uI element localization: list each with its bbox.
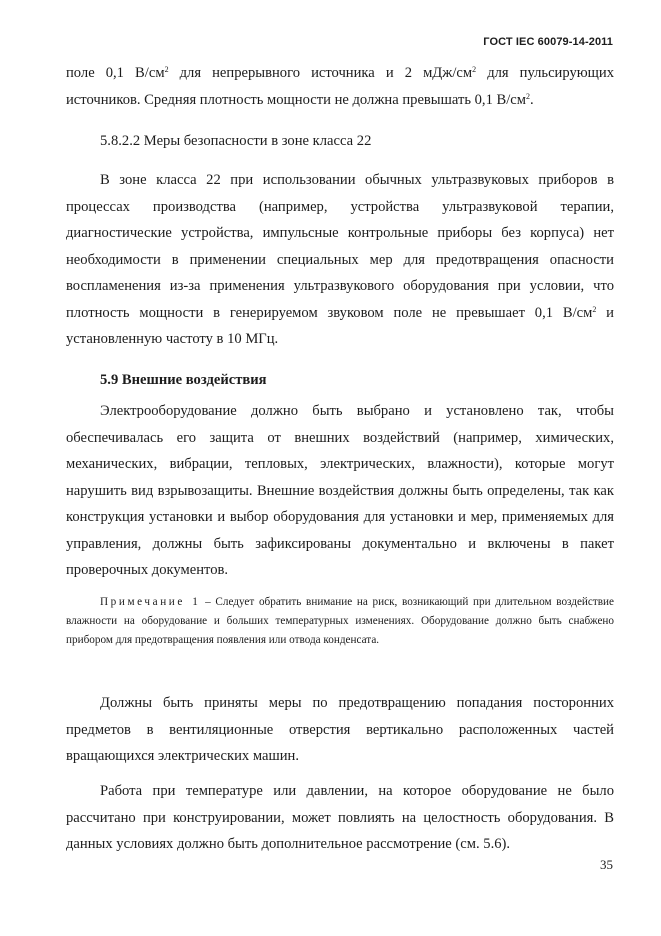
paragraph-external-influences — [66, 398, 614, 584]
note-dash: – — [200, 596, 216, 608]
text-span: и установленную частоту в 10 МГц. — [66, 304, 614, 347]
text-span: для пульсирующих — [476, 65, 615, 81]
subsection-heading — [66, 128, 614, 155]
text-span: поле 0,1 В/см — [66, 65, 165, 81]
text-span: источников. Средняя плотность мощности не должна превышать 0,1 В/см — [66, 91, 527, 108]
page-number: 35 — [600, 857, 613, 872]
section-title: 5.9 Внешние воздействия — [100, 372, 267, 388]
document-header: ГОСТ IEC 60079-14-2011 — [483, 36, 613, 48]
paragraph-foreign-objects — [66, 690, 614, 770]
text-span: . — [530, 91, 534, 108]
paragraph-text: Должны быть приняты меры по предотвращению попадания посторонних предметов в вентиляционные отверстия вертикально расположенных частей вращающихся электрических машин. — [66, 695, 614, 764]
paragraph-field-limits — [66, 60, 614, 113]
superscript: 2 — [164, 65, 169, 74]
text-span: для непрерывного источника и 2 мДж/см — [168, 65, 473, 81]
note-body: Следует обратить внимание на риск, возникающий при длительном воздействие влажности на оборудование и больших температурных изменениях. Оборудование должно быть снабжено прибором для предотвращения появления или отвода конденсата. — [66, 596, 614, 647]
text-span: В зоне класса 22 при использовании обычных ультразвуковых приборов в процессах производства (например, устройства ультразвуковой терапии, диагностические устройства, импульсные контрольные приборы без корпуса) нет необходимости в применении специальных мер для предотвращения опасности воспламенения из-за применения ультразвукового оборудования при условии, что плотность мощности в генерируемом звуковом поле не превышает 0,1 В/см — [66, 172, 614, 321]
paragraph-text: Электрооборудование должно быть выбрано и установлено так, чтобы обеспечивалась его защита от внешних воздействий (например, химических, механических, вибрации, тепловых, электрических, влажности), которые могут нарушить вид взрывозащиты. Внешние воздействия должны быть определены, так как конструкция установки и выбор оборудования для установки и мер, применяемых для управления, должны быть зафиксированы документально и включены в пакет проверочных документов. — [66, 403, 614, 578]
paragraph-text — [66, 167, 614, 353]
note-text — [66, 593, 614, 651]
subsection-title: 5.8.2.2 Меры безопасности в зоне класса 22 — [100, 133, 372, 149]
paragraph-line — [66, 60, 614, 87]
superscript: 2 — [592, 304, 597, 314]
superscript: 2 — [472, 65, 477, 74]
superscript: 2 — [526, 91, 531, 101]
paragraph-zone-22 — [66, 167, 614, 353]
paragraph-line — [66, 87, 614, 114]
note-label: Примечание 1 — [100, 596, 201, 608]
paragraph-text: Работа при температуре или давлении, на которое оборудование не было рассчитано при конструировании, может повлиять на целостность оборудования. В данных условиях должно быть дополнительное рассмотрение (см. 5.6). — [66, 783, 614, 852]
note-block — [66, 593, 614, 651]
section-heading — [66, 367, 614, 394]
paragraph-temperature — [66, 778, 614, 858]
